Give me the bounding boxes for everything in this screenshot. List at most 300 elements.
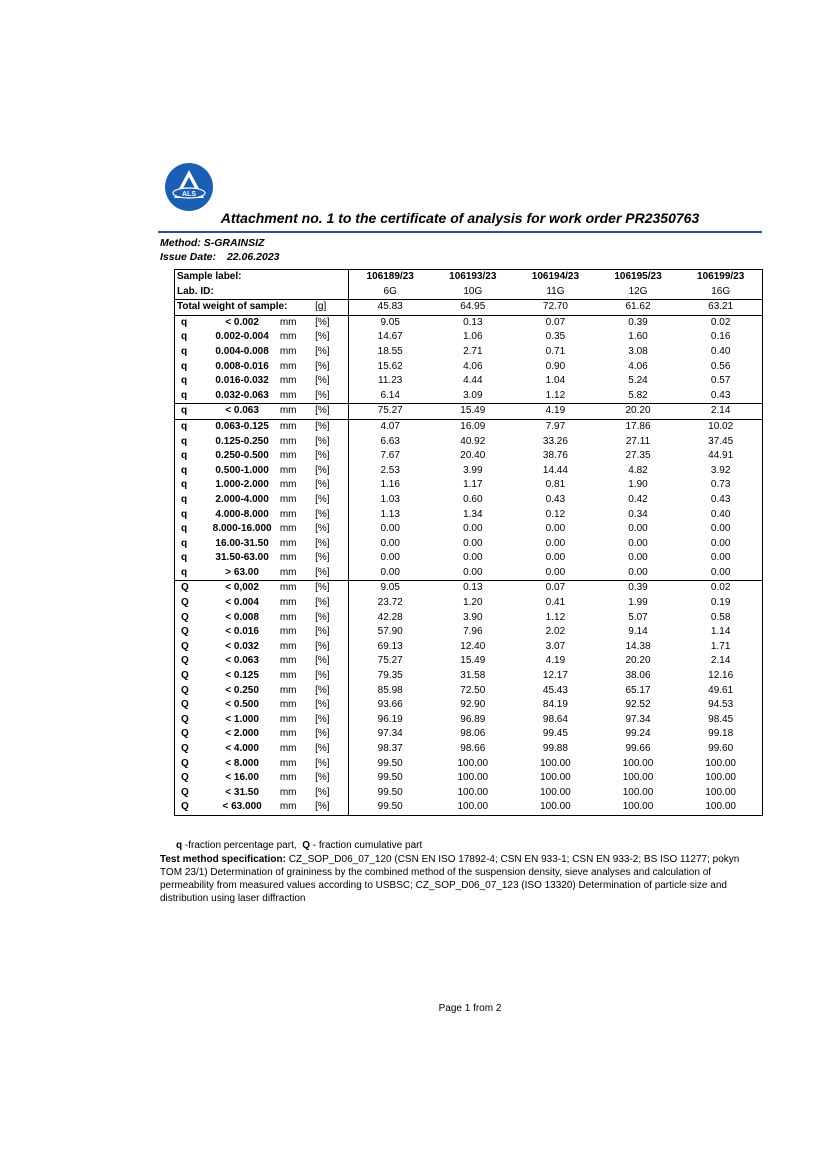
value-cell: 2.14 bbox=[679, 404, 762, 420]
value-cell: 45.43 bbox=[542, 684, 568, 696]
size-unit-cell: mm bbox=[279, 713, 297, 725]
value-cell: 98.66 bbox=[460, 743, 486, 754]
size-range-cell: < 0.032 bbox=[225, 640, 259, 652]
table-row bbox=[175, 374, 763, 389]
value-unit-cell: [%] bbox=[315, 315, 348, 330]
table-row bbox=[175, 404, 763, 420]
value-cell: 93.66 bbox=[377, 699, 403, 711]
size-range-cell: < 0.250 bbox=[225, 684, 259, 696]
value-cell: 99.50 bbox=[377, 801, 403, 813]
total-weight-header: Total weight of sample: bbox=[175, 300, 316, 316]
value-cell: 0.00 bbox=[710, 537, 731, 549]
value-cell: 1.12 bbox=[545, 389, 566, 401]
value-cell: 0.00 bbox=[545, 537, 566, 549]
table-row bbox=[175, 493, 763, 508]
test-method-spec bbox=[160, 853, 760, 905]
lab-id-header: Lab. ID: bbox=[175, 285, 349, 300]
value-cell: 72.50 bbox=[460, 684, 486, 696]
sample-label-cell: 106193/23 bbox=[449, 271, 497, 282]
size-unit-cell: mm bbox=[279, 566, 297, 578]
value-cell: 0.13 bbox=[432, 581, 515, 596]
value-unit-cell: [%] bbox=[315, 435, 348, 450]
value-unit-cell: [%] bbox=[315, 742, 348, 757]
table-row bbox=[175, 757, 763, 772]
size-range-cell: 4.000-8.000 bbox=[215, 508, 269, 520]
lab-id-cell: 11G bbox=[546, 285, 565, 297]
total-weight-row bbox=[175, 300, 763, 316]
total-weight-unit: [g] bbox=[315, 300, 348, 316]
value-cell: 11.23 bbox=[378, 375, 403, 387]
value-cell: 0.43 bbox=[710, 493, 731, 505]
size-unit-cell: mm bbox=[279, 670, 297, 682]
size-range-cell: < 63.000 bbox=[222, 801, 262, 813]
size-range-cell: 0.004-0.008 bbox=[215, 345, 269, 357]
value-unit-cell: [%] bbox=[315, 374, 348, 389]
value-unit-cell: [%] bbox=[315, 757, 348, 772]
value-cell: 3.09 bbox=[463, 389, 483, 401]
table-row bbox=[175, 611, 763, 626]
fraction-symbol-cell: Q bbox=[181, 801, 189, 813]
issue-date-value: 22.06.2023 bbox=[226, 251, 280, 263]
size-unit-cell: mm bbox=[279, 375, 297, 387]
value-cell: 85.98 bbox=[377, 684, 403, 696]
value-cell: 2.02 bbox=[545, 626, 566, 638]
fraction-symbol-cell: q bbox=[181, 464, 188, 476]
size-unit-cell: mm bbox=[279, 684, 297, 696]
value-cell: 37.45 bbox=[708, 435, 734, 447]
lab-id-row bbox=[175, 285, 763, 300]
value-cell: 4.19 bbox=[514, 404, 597, 420]
value-cell: 2.14 bbox=[710, 655, 731, 667]
value-unit-cell: [%] bbox=[315, 404, 348, 420]
table-row bbox=[175, 581, 763, 596]
page-title: Attachment no. 1 to the certificate of analysis for work order PR2350763 bbox=[220, 210, 700, 226]
size-unit-cell: mm bbox=[279, 772, 297, 784]
table-row bbox=[175, 596, 763, 611]
value-unit-cell: [%] bbox=[315, 581, 348, 596]
size-range-cell: < 0.125 bbox=[225, 670, 259, 682]
value-cell: 100.00 bbox=[457, 757, 489, 769]
value-cell: 1.90 bbox=[628, 479, 648, 491]
size-range-cell: < 31.50 bbox=[225, 786, 259, 798]
value-cell: 0.39 bbox=[597, 581, 680, 596]
value-cell: 0.34 bbox=[628, 508, 648, 520]
table-row bbox=[175, 419, 763, 434]
size-range-cell: < 0.500 bbox=[225, 699, 259, 711]
value-cell: 100.00 bbox=[457, 786, 489, 798]
value-cell: 1.99 bbox=[628, 597, 648, 609]
size-range-cell: 2.000-4.000 bbox=[215, 493, 269, 505]
value-unit-cell: [%] bbox=[315, 389, 348, 404]
spec-label: Test method specification: bbox=[160, 854, 286, 865]
value-cell: 14.38 bbox=[625, 640, 651, 652]
size-range-cell: < 0.063 bbox=[225, 655, 259, 667]
fraction-symbol-cell: q bbox=[175, 404, 205, 420]
value-unit-cell: [%] bbox=[315, 800, 348, 815]
fraction-symbol-cell: q bbox=[181, 360, 188, 372]
fraction-symbol-cell: q bbox=[181, 537, 188, 549]
size-range-cell: 0.016-0.032 bbox=[215, 375, 269, 387]
value-cell: 97.34 bbox=[377, 728, 403, 740]
method-label: Method: S-GRAINSIZ bbox=[160, 237, 265, 249]
size-unit-cell: mm bbox=[279, 345, 297, 357]
size-range-cell: 0.500-1.000 bbox=[215, 464, 269, 476]
value-unit-cell: [%] bbox=[315, 449, 348, 464]
lab-id-cell: 16G bbox=[711, 285, 731, 297]
value-unit-cell: [%] bbox=[315, 566, 348, 581]
value-cell: 99.50 bbox=[377, 786, 403, 798]
value-cell: 0.00 bbox=[628, 566, 648, 578]
value-cell: 99.66 bbox=[625, 743, 651, 754]
size-range-cell: < 2.000 bbox=[225, 728, 259, 740]
value-unit-cell: [%] bbox=[315, 640, 348, 655]
value-cell: 97.34 bbox=[625, 713, 651, 725]
size-unit-cell: mm bbox=[279, 786, 297, 798]
value-unit-cell: [%] bbox=[315, 596, 348, 611]
fraction-symbol-cell: q bbox=[181, 450, 188, 462]
table-row bbox=[175, 330, 763, 345]
size-range-cell: 1.000-2.000 bbox=[215, 479, 269, 491]
value-cell: 0.40 bbox=[710, 508, 731, 520]
value-cell: 12.16 bbox=[708, 670, 734, 682]
value-unit-cell: [%] bbox=[315, 625, 348, 640]
table-row bbox=[175, 669, 763, 684]
value-cell: 0.00 bbox=[463, 537, 483, 549]
value-cell: 27.11 bbox=[625, 435, 651, 447]
value-cell: 15.49 bbox=[460, 655, 486, 667]
value-cell: 99.24 bbox=[625, 728, 651, 740]
size-unit-cell: mm bbox=[279, 537, 297, 549]
value-cell: 0.00 bbox=[628, 523, 648, 535]
fraction-symbol-cell: Q bbox=[181, 713, 189, 725]
fraction-symbol-cell: Q bbox=[181, 670, 189, 682]
value-cell: 17.86 bbox=[597, 419, 680, 434]
fraction-symbol-cell: q bbox=[175, 419, 205, 434]
value-cell: 0.81 bbox=[545, 479, 566, 491]
value-cell: 0.40 bbox=[710, 345, 731, 357]
value-cell: 7.96 bbox=[463, 626, 483, 638]
value-cell: 0.02 bbox=[679, 581, 762, 596]
fraction-symbol-cell: Q bbox=[181, 772, 189, 784]
size-unit-cell: mm bbox=[279, 640, 297, 652]
value-unit-cell: [%] bbox=[315, 493, 348, 508]
size-unit-cell: mm bbox=[279, 493, 297, 505]
fraction-symbol-cell: Q bbox=[181, 757, 189, 769]
size-unit-cell: mm bbox=[279, 801, 297, 813]
table-row bbox=[175, 537, 763, 552]
value-cell: 3.90 bbox=[463, 611, 483, 623]
table-row bbox=[175, 566, 763, 581]
value-cell: 100.00 bbox=[705, 801, 736, 813]
fraction-symbol-cell: q bbox=[181, 493, 188, 505]
value-cell: 1.16 bbox=[380, 479, 400, 491]
size-unit-cell: mm bbox=[279, 757, 297, 769]
size-range-cell: < 0.004 bbox=[225, 597, 259, 609]
table-row bbox=[175, 449, 763, 464]
value-cell: 0.00 bbox=[463, 523, 483, 535]
size-range-cell: < 16.00 bbox=[225, 772, 259, 784]
value-cell: 4.82 bbox=[628, 464, 648, 476]
value-cell: 0.00 bbox=[710, 566, 731, 578]
value-cell: 44.91 bbox=[708, 450, 734, 462]
table-row bbox=[175, 625, 763, 640]
total-weight-cell: 61.62 bbox=[597, 300, 680, 316]
value-cell: 75.27 bbox=[348, 404, 431, 420]
fraction-symbol-cell: Q bbox=[181, 597, 189, 609]
value-cell: 100.00 bbox=[540, 786, 571, 798]
value-unit-cell: [%] bbox=[315, 654, 348, 669]
size-range-cell: < 0.002 bbox=[204, 315, 279, 330]
value-cell: 92.90 bbox=[460, 699, 486, 711]
value-cell: 99.50 bbox=[377, 757, 403, 769]
table-row bbox=[175, 800, 763, 815]
size-unit-cell: mm bbox=[279, 360, 297, 372]
total-weight-cell: 72.70 bbox=[514, 300, 597, 316]
value-cell: 0.00 bbox=[628, 552, 648, 564]
size-unit-cell: mm bbox=[279, 523, 297, 535]
value-cell: 69.13 bbox=[377, 640, 403, 652]
title-divider bbox=[158, 231, 762, 233]
value-cell: 5.24 bbox=[628, 375, 648, 387]
value-cell: 0.42 bbox=[628, 493, 648, 505]
size-range-cell: 8.000-16.000 bbox=[212, 523, 272, 535]
size-unit-cell: mm bbox=[279, 435, 297, 447]
sample-label-cell: 106189/23 bbox=[366, 271, 414, 282]
legend-Q-text: - fraction cumulative part bbox=[312, 840, 423, 851]
value-cell: 14.44 bbox=[542, 464, 568, 476]
table-row bbox=[175, 522, 763, 537]
value-cell: 100.00 bbox=[540, 772, 571, 784]
size-unit-cell: mm bbox=[279, 389, 297, 401]
fraction-symbol-cell: Q bbox=[181, 684, 189, 696]
spec-text: CZ_SOP_D06_07_120 (CSN EN ISO 17892-4; CSN EN 933-1; CSN EN 933-2; BS ISO 11277; pokyn TOM 23/1) Determination of graininess by the combined method of the suspension density, sieve analyses and calculation of permeability from measured values according to USBSC; CZ_SOP_D06_07_123 (ISO 13320) Determination of particle size and distribution using laser diffraction bbox=[160, 854, 740, 904]
value-cell: 4.07 bbox=[348, 419, 431, 434]
table-row bbox=[175, 640, 763, 655]
size-range-cell: > 63.00 bbox=[225, 566, 259, 578]
value-cell: 38.76 bbox=[542, 450, 568, 462]
value-cell: 4.19 bbox=[545, 655, 566, 667]
total-weight-cell: 45.83 bbox=[348, 300, 431, 316]
value-cell: 94.53 bbox=[708, 699, 734, 711]
value-cell: 0.00 bbox=[380, 552, 400, 564]
value-unit-cell: [%] bbox=[315, 713, 348, 728]
fraction-symbol-cell: Q bbox=[181, 611, 189, 623]
value-cell: 0.02 bbox=[679, 315, 762, 330]
fraction-symbol-cell: q bbox=[181, 566, 188, 578]
value-cell: 0.39 bbox=[597, 315, 680, 330]
fraction-symbol-cell: Q bbox=[181, 743, 189, 754]
value-cell: 1.13 bbox=[380, 508, 400, 520]
value-cell: 9.14 bbox=[628, 626, 648, 638]
value-cell: 96.89 bbox=[460, 713, 486, 725]
legend-Q-symbol: Q bbox=[302, 840, 310, 851]
value-unit-cell: [%] bbox=[315, 669, 348, 684]
value-cell: 33.26 bbox=[542, 435, 568, 447]
value-cell: 0.00 bbox=[463, 566, 483, 578]
value-cell: 57.90 bbox=[377, 626, 403, 638]
table-row bbox=[175, 464, 763, 479]
value-cell: 0.00 bbox=[710, 523, 731, 535]
table-row bbox=[175, 345, 763, 360]
value-unit-cell: [%] bbox=[315, 537, 348, 552]
table-row bbox=[175, 389, 763, 404]
value-cell: 31.58 bbox=[460, 670, 486, 682]
sample-label-header: Sample label: bbox=[175, 270, 349, 285]
value-unit-cell: [%] bbox=[315, 786, 348, 801]
value-cell: 3.92 bbox=[710, 464, 731, 476]
size-unit-cell: mm bbox=[279, 626, 297, 638]
value-unit-cell: [%] bbox=[315, 771, 348, 786]
value-cell: 99.50 bbox=[377, 772, 403, 784]
value-unit-cell: [%] bbox=[315, 345, 348, 360]
fraction-symbol-cell: q bbox=[181, 389, 188, 401]
value-cell: 65.17 bbox=[625, 684, 651, 696]
value-cell: 100.00 bbox=[622, 801, 654, 813]
table-row bbox=[175, 713, 763, 728]
size-unit-cell: mm bbox=[279, 743, 297, 754]
value-cell: 20.40 bbox=[460, 450, 486, 462]
table-row bbox=[175, 771, 763, 786]
value-cell: 100.00 bbox=[705, 757, 736, 769]
fraction-symbol-cell: q bbox=[175, 315, 205, 330]
table-row bbox=[175, 478, 763, 493]
size-range-cell: 0.008-0.016 bbox=[215, 360, 269, 372]
value-cell: 98.45 bbox=[708, 713, 734, 725]
size-range-cell: 16.00-31.50 bbox=[215, 537, 269, 549]
size-unit-cell: mm bbox=[280, 419, 315, 434]
value-cell: 14.67 bbox=[377, 331, 403, 343]
fraction-symbol-cell: q bbox=[181, 331, 188, 343]
size-range-cell: < 0.063 bbox=[204, 404, 279, 420]
value-cell: 12.17 bbox=[542, 670, 568, 682]
value-cell: 0.00 bbox=[545, 552, 566, 564]
value-cell: 4.44 bbox=[463, 375, 483, 387]
size-unit-cell: mm bbox=[279, 728, 297, 740]
value-cell: 0.58 bbox=[710, 611, 731, 623]
fraction-symbol-cell: q bbox=[181, 552, 188, 564]
fraction-symbol-cell: q bbox=[181, 435, 188, 447]
legend bbox=[176, 840, 422, 851]
value-cell: 0.56 bbox=[710, 360, 731, 372]
value-cell: 5.07 bbox=[628, 611, 648, 623]
value-cell: 1.12 bbox=[545, 611, 566, 623]
value-cell: 100.00 bbox=[705, 772, 736, 784]
value-cell: 2.71 bbox=[463, 345, 483, 357]
value-cell: 0.00 bbox=[710, 552, 731, 564]
size-range-cell: 0.063-0.125 bbox=[204, 419, 279, 434]
size-range-cell: < 1.000 bbox=[225, 713, 259, 725]
results-table bbox=[174, 269, 763, 816]
value-unit-cell: [%] bbox=[315, 698, 348, 713]
value-cell: 16.09 bbox=[432, 419, 515, 434]
fraction-symbol-cell: q bbox=[181, 345, 188, 357]
fraction-symbol-cell: Q bbox=[181, 655, 189, 667]
value-cell: 0.00 bbox=[545, 566, 566, 578]
value-cell: 0.00 bbox=[545, 523, 566, 535]
value-cell: 20.20 bbox=[625, 655, 651, 667]
value-cell: 1.04 bbox=[545, 375, 566, 387]
legend-q-symbol: q bbox=[176, 840, 183, 851]
value-cell: 6.14 bbox=[380, 389, 400, 401]
als-logo bbox=[164, 162, 214, 212]
size-unit-cell: mm bbox=[279, 552, 297, 564]
total-weight-cell: 63.21 bbox=[679, 300, 762, 316]
value-cell: 98.64 bbox=[542, 713, 568, 725]
size-unit-cell: mm bbox=[279, 331, 297, 343]
value-cell: 1.14 bbox=[710, 626, 731, 638]
sample-label-cell: 106199/23 bbox=[697, 271, 745, 282]
value-unit-cell: [%] bbox=[315, 508, 348, 523]
value-cell: 98.37 bbox=[377, 743, 403, 754]
table-row bbox=[175, 742, 763, 757]
value-cell: 5.82 bbox=[628, 389, 648, 401]
size-range-cell: 0.250-0.500 bbox=[215, 450, 269, 462]
legend-q-text: -fraction percentage part, bbox=[184, 840, 297, 851]
value-cell: 2.53 bbox=[380, 464, 400, 476]
value-cell: 40.92 bbox=[460, 435, 486, 447]
size-unit-cell: mm bbox=[279, 450, 297, 462]
table-row bbox=[175, 684, 763, 699]
fraction-symbol-cell: q bbox=[181, 375, 188, 387]
logo-text: ALS bbox=[182, 191, 196, 198]
value-cell: 1.20 bbox=[463, 597, 483, 609]
value-cell: 75.27 bbox=[377, 655, 403, 667]
value-cell: 99.45 bbox=[542, 728, 568, 740]
size-range-cell: < 8.000 bbox=[225, 757, 259, 769]
value-cell: 7.67 bbox=[380, 450, 400, 462]
size-range-cell: 0.032-0.063 bbox=[215, 389, 269, 401]
value-cell: 100.00 bbox=[622, 786, 654, 798]
value-cell: 3.07 bbox=[545, 640, 566, 652]
lab-id-cell: 12G bbox=[628, 285, 648, 297]
value-cell: 99.88 bbox=[542, 743, 568, 754]
value-cell: 42.28 bbox=[377, 611, 403, 623]
lab-id-cell: 10G bbox=[463, 285, 483, 297]
value-unit-cell: [%] bbox=[315, 727, 348, 742]
value-cell: 92.52 bbox=[625, 699, 651, 711]
value-cell: 0.07 bbox=[514, 315, 597, 330]
value-cell: 0.07 bbox=[514, 581, 597, 596]
value-cell: 0.60 bbox=[463, 493, 483, 505]
fraction-symbol-cell: Q bbox=[181, 728, 189, 740]
value-cell: 0.43 bbox=[545, 493, 566, 505]
value-cell: 99.60 bbox=[708, 743, 734, 754]
fraction-symbol-cell: q bbox=[181, 508, 188, 520]
table-row bbox=[175, 508, 763, 523]
value-cell: 1.71 bbox=[710, 640, 731, 652]
value-cell: 10.02 bbox=[679, 419, 762, 434]
value-cell: 0.73 bbox=[710, 479, 731, 491]
value-cell: 4.06 bbox=[463, 360, 483, 372]
lab-id-cell: 6G bbox=[383, 285, 397, 297]
value-cell: 1.17 bbox=[463, 479, 483, 491]
value-cell: 84.19 bbox=[542, 699, 568, 711]
value-cell: 9.05 bbox=[348, 581, 431, 596]
value-cell: 49.61 bbox=[708, 684, 734, 696]
value-cell: 100.00 bbox=[705, 786, 736, 798]
value-cell: 98.06 bbox=[460, 728, 486, 740]
value-cell: 15.62 bbox=[377, 360, 403, 372]
value-cell: 100.00 bbox=[457, 772, 489, 784]
value-cell: 15.49 bbox=[432, 404, 515, 420]
value-cell: 0.19 bbox=[710, 597, 731, 609]
value-cell: 0.35 bbox=[545, 331, 566, 343]
value-cell: 20.20 bbox=[597, 404, 680, 420]
table-row bbox=[175, 360, 763, 375]
value-unit-cell: [%] bbox=[315, 330, 348, 345]
size-unit-cell: mm bbox=[280, 315, 315, 330]
fraction-symbol-cell: q bbox=[181, 523, 188, 535]
